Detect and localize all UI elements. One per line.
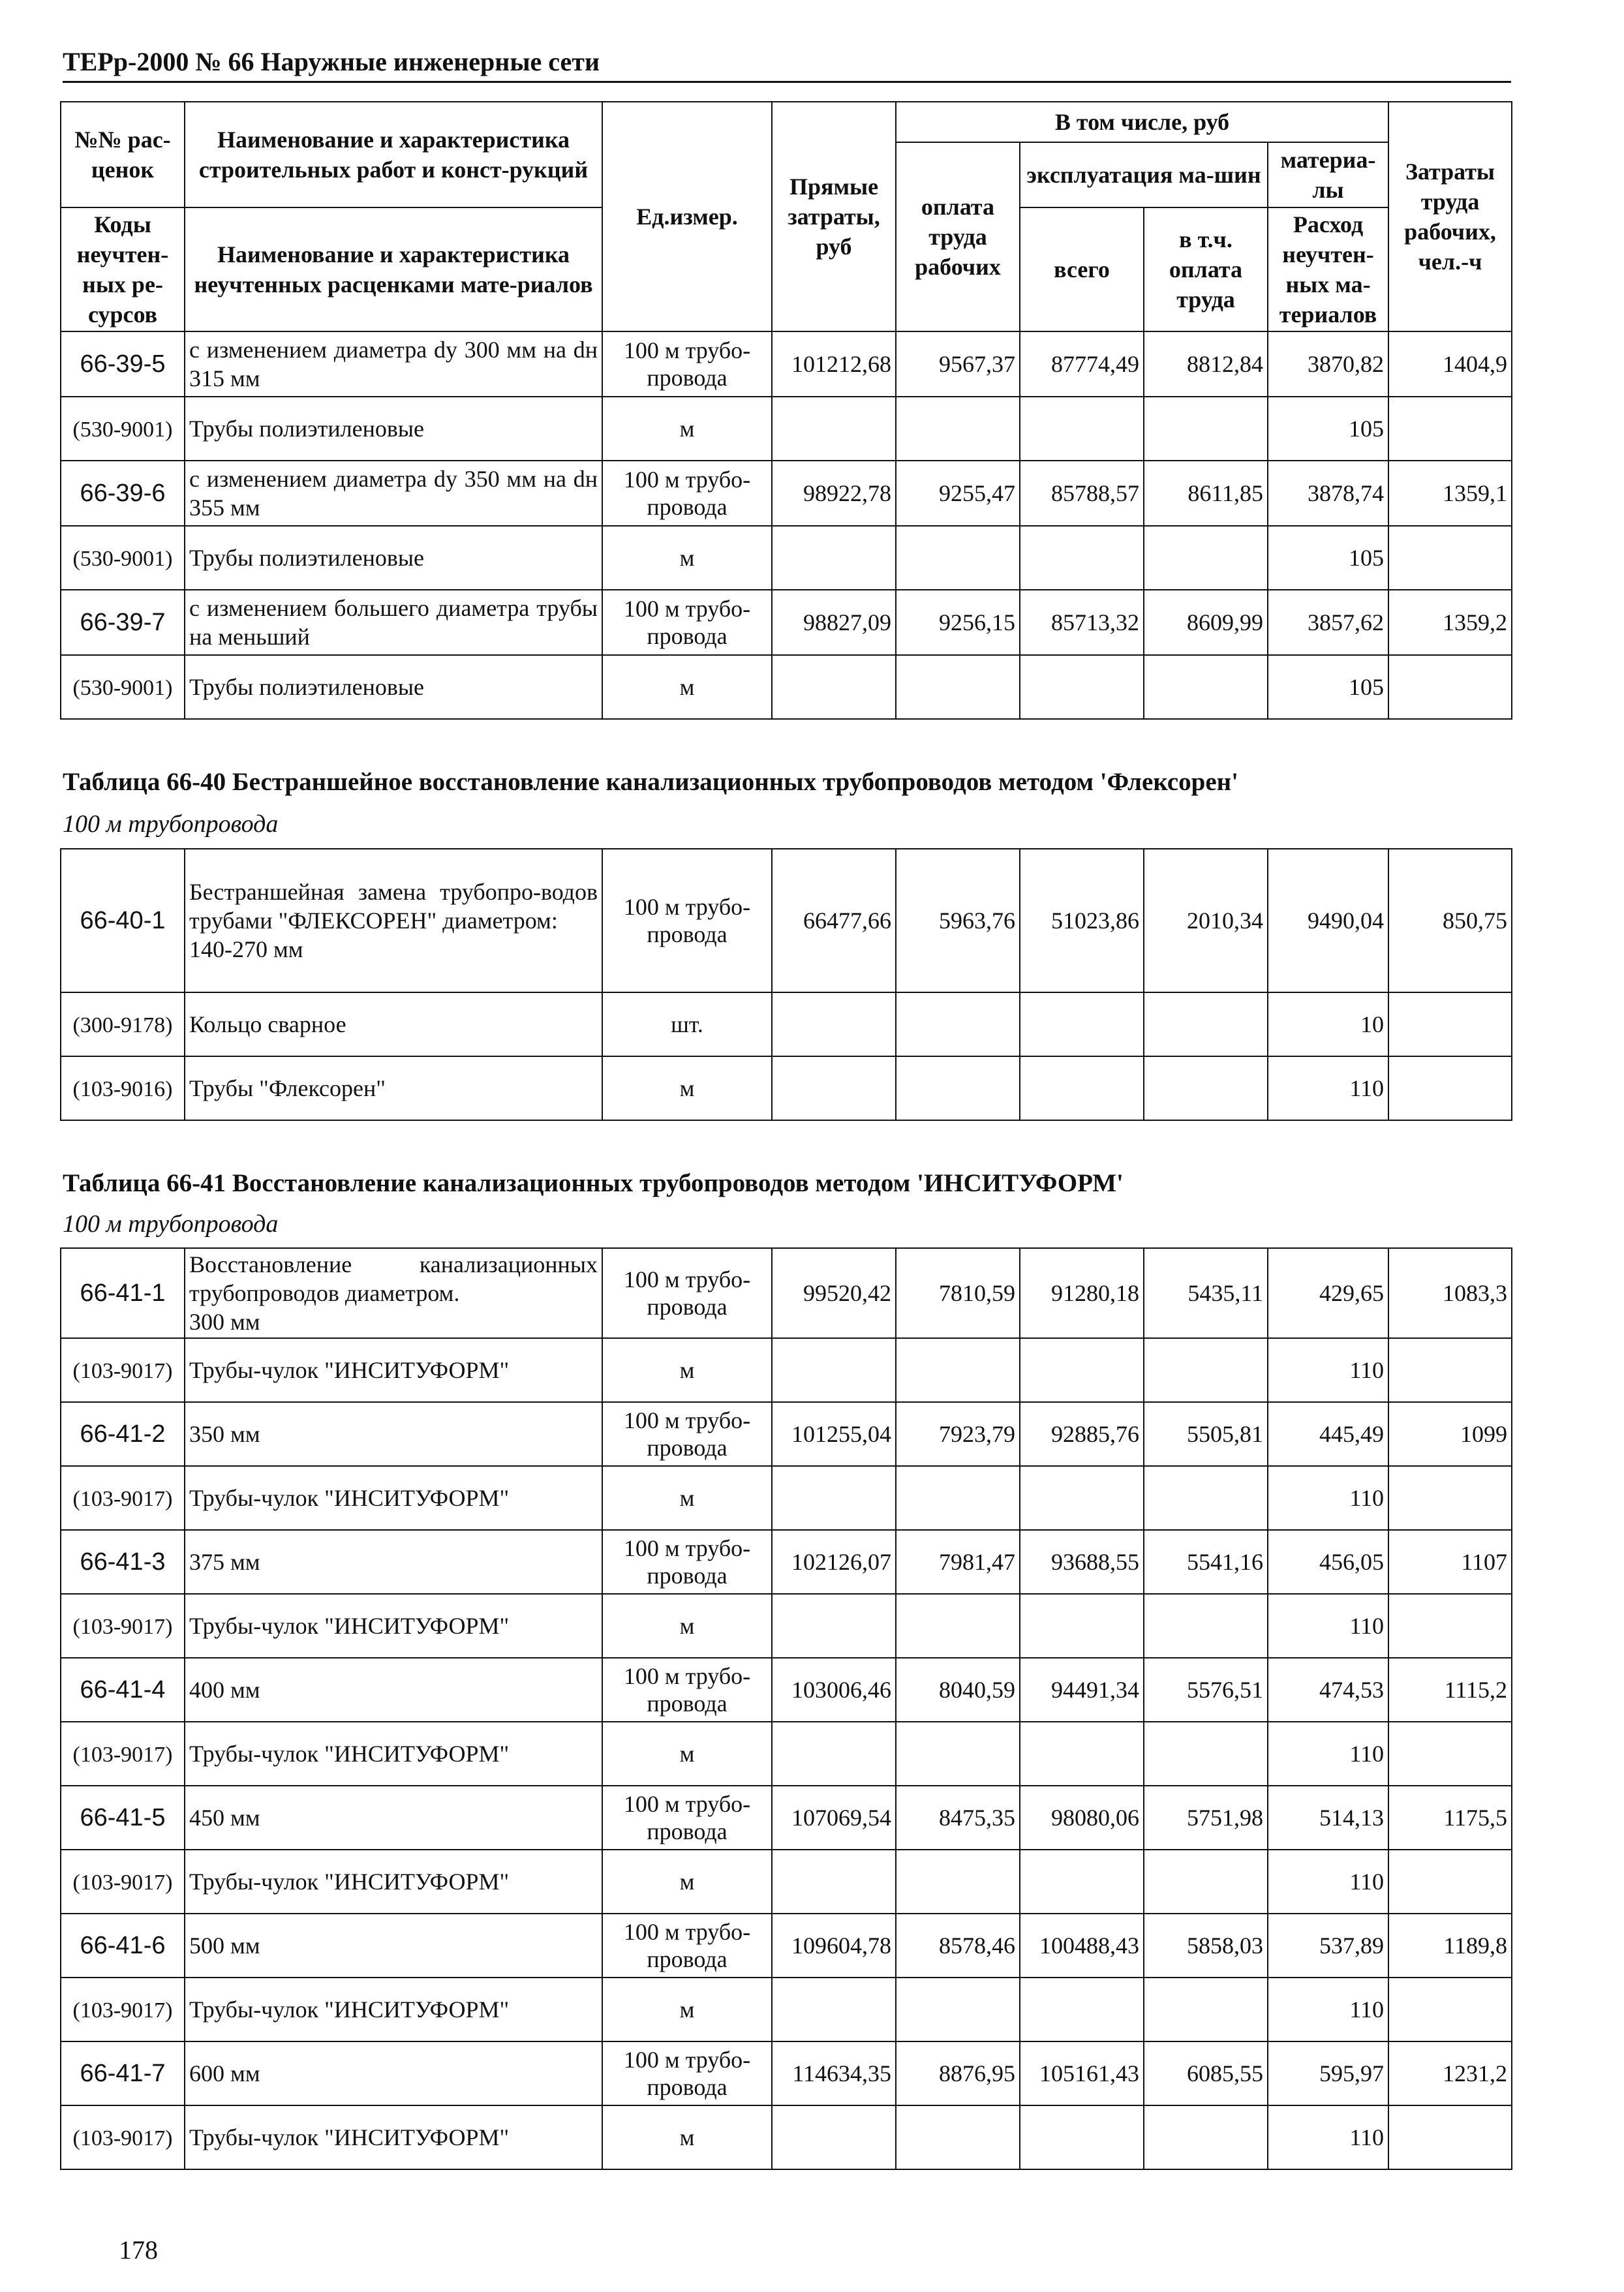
direct-costs: 102126,07 — [772, 1530, 896, 1594]
resource-unit: м — [602, 2105, 772, 2169]
resource-name: Трубы полиэтиленовые — [185, 526, 602, 590]
unit: 100 м трубо-провода — [602, 331, 772, 397]
resource-name: Трубы-чулок "ИНСИТУФОРМ" — [185, 1850, 602, 1914]
labor-pay: 8475,35 — [896, 1786, 1020, 1850]
table-66-40-unit-note: 100 м трубопровода — [63, 810, 279, 838]
unit: 100 м трубо-провода — [602, 1402, 772, 1466]
header-resource-codes: Коды неучтен-ных ре-сурсов — [61, 207, 185, 331]
machines-total: 87774,49 — [1020, 331, 1144, 397]
machines-total: 91280,18 — [1020, 1248, 1144, 1338]
materials: 445,49 — [1268, 1402, 1388, 1466]
machines-total: 98080,06 — [1020, 1786, 1144, 1850]
unit: 100 м трубо-провода — [602, 1914, 772, 1978]
header-direct-costs: Прямые затраты, руб — [772, 102, 896, 331]
labor-costs: 1099 — [1388, 1402, 1512, 1466]
page-number: 178 — [119, 2235, 158, 2265]
resource-name: Трубы-чулок "ИНСИТУФОРМ" — [185, 1594, 602, 1658]
labor-pay: 7810,59 — [896, 1248, 1020, 1338]
rate-code: 66-39-5 — [61, 331, 185, 397]
labor-costs: 1115,2 — [1388, 1658, 1512, 1722]
labor-costs: 1107 — [1388, 1530, 1512, 1594]
rate-code: 66-41-2 — [61, 1402, 185, 1466]
unit: 100 м трубо-провода — [602, 1658, 772, 1722]
resource-unit: м — [602, 1978, 772, 2041]
resource-unit: м — [602, 397, 772, 461]
table-66-41-caption: Таблица 66-41 Восстановление канализационных трубопроводов методом 'ИНСИТУФОРМ' — [63, 1169, 1124, 1197]
materials: 429,65 — [1268, 1248, 1388, 1338]
labor-pay: 7981,47 — [896, 1530, 1020, 1594]
unit: 100 м трубо-провода — [602, 461, 772, 526]
resource-name: Трубы полиэтиленовые — [185, 397, 602, 461]
direct-costs: 107069,54 — [772, 1786, 896, 1850]
resource-unit: м — [602, 1056, 772, 1120]
table-66-41-unit-note: 100 м трубопровода — [63, 1210, 279, 1238]
machines-labor: 8611,85 — [1144, 461, 1268, 526]
resource-code: (530-9001) — [61, 397, 185, 461]
header-material-name: Наименование и характеристика неучтенных расценками мате-риалов — [185, 207, 602, 331]
labor-costs: 1359,2 — [1388, 590, 1512, 655]
machines-labor: 2010,34 — [1144, 849, 1268, 992]
unit: 100 м трубо-провода — [602, 1530, 772, 1594]
resource-quantity: 105 — [1268, 397, 1388, 461]
rate-code: 66-41-5 — [61, 1786, 185, 1850]
rate-code: 66-41-6 — [61, 1914, 185, 1978]
resource-code: (103-9017) — [61, 1978, 185, 2041]
machines-labor: 5576,51 — [1144, 1658, 1268, 1722]
resource-unit: м — [602, 1594, 772, 1658]
resource-code: (103-9017) — [61, 1722, 185, 1786]
resource-quantity: 110 — [1268, 1722, 1388, 1786]
machines-total: 93688,55 — [1020, 1530, 1144, 1594]
work-name-line: 140-270 мм — [189, 936, 303, 962]
resource-name: Трубы "Флексорен" — [185, 1056, 602, 1120]
materials: 3857,62 — [1268, 590, 1388, 655]
work-name: 350 мм — [185, 1402, 602, 1466]
work-name-line: 300 мм — [189, 1309, 260, 1335]
labor-pay: 7923,79 — [896, 1402, 1020, 1466]
resource-quantity: 10 — [1268, 992, 1388, 1056]
work-name — [185, 849, 602, 992]
direct-costs: 99520,42 — [772, 1248, 896, 1338]
unit: 100 м трубо-провода — [602, 590, 772, 655]
labor-pay: 8876,95 — [896, 2041, 1020, 2105]
direct-costs: 101255,04 — [772, 1402, 896, 1466]
work-name: 600 мм — [185, 2041, 602, 2105]
resource-unit: м — [602, 1722, 772, 1786]
direct-costs: 114634,35 — [772, 2041, 896, 2105]
resource-code: (300-9178) — [61, 992, 185, 1056]
labor-costs: 1359,1 — [1388, 461, 1512, 526]
materials: 474,53 — [1268, 1658, 1388, 1722]
materials: 537,89 — [1268, 1914, 1388, 1978]
work-name: 500 мм — [185, 1914, 602, 1978]
labor-pay: 9256,15 — [896, 590, 1020, 655]
resource-quantity: 110 — [1268, 1850, 1388, 1914]
resource-quantity: 110 — [1268, 1594, 1388, 1658]
header-work-name: Наименование и характеристика строительных работ и конст-рукций — [185, 102, 602, 207]
resource-code: (103-9017) — [61, 1594, 185, 1658]
header-materials: материа-лы — [1268, 142, 1388, 207]
resource-unit: м — [602, 526, 772, 590]
resource-unit: шт. — [602, 992, 772, 1056]
labor-costs: 850,75 — [1388, 849, 1512, 992]
materials: 514,13 — [1268, 1786, 1388, 1850]
materials: 3878,74 — [1268, 461, 1388, 526]
labor-pay: 9567,37 — [896, 331, 1020, 397]
rates-table-66-40 — [60, 848, 1512, 1121]
machines-total: 94491,34 — [1020, 1658, 1144, 1722]
work-name-line: Восстановление канализационных трубопроводов диаметром. — [189, 1251, 598, 1306]
direct-costs: 109604,78 — [772, 1914, 896, 1978]
machines-labor: 6085,55 — [1144, 2041, 1268, 2105]
machines-labor: 5751,98 — [1144, 1786, 1268, 1850]
resource-code: (103-9017) — [61, 1466, 185, 1530]
resource-name: Трубы полиэтиленовые — [185, 655, 602, 719]
labor-pay: 8040,59 — [896, 1658, 1020, 1722]
header-labor-pay: оплата труда рабочих — [896, 142, 1020, 331]
resource-name: Трубы-чулок "ИНСИТУФОРМ" — [185, 1978, 602, 2041]
machines-total: 100488,43 — [1020, 1914, 1144, 1978]
work-name: 375 мм — [185, 1530, 602, 1594]
header-machines-labor: в т.ч. оплата труда — [1144, 207, 1268, 331]
rates-table-66-39 — [60, 101, 1512, 720]
resource-quantity: 105 — [1268, 526, 1388, 590]
page-header: ТЕРр-2000 № 66 Наружные инженерные сети — [63, 46, 1511, 83]
work-name: с изменением диаметра dy 300 мм на dн 315 мм — [185, 331, 602, 397]
machines-labor: 5858,03 — [1144, 1914, 1268, 1978]
resource-quantity: 110 — [1268, 1338, 1388, 1402]
rate-code: 66-41-4 — [61, 1658, 185, 1722]
work-name: 400 мм — [185, 1658, 602, 1722]
resource-quantity: 110 — [1268, 2105, 1388, 2169]
resource-code: (530-9001) — [61, 526, 185, 590]
machines-labor: 8812,84 — [1144, 331, 1268, 397]
rates-table-66-41 — [60, 1247, 1512, 2170]
labor-pay: 9255,47 — [896, 461, 1020, 526]
machines-total: 51023,86 — [1020, 849, 1144, 992]
work-name-line: Бестраншейная замена трубопро-водов трубами "ФЛЕКСОРЕН" диаметром: — [189, 879, 598, 934]
resource-name: Трубы-чулок "ИНСИТУФОРМ" — [185, 1338, 602, 1402]
resource-code: (530-9001) — [61, 655, 185, 719]
rate-code: 66-41-7 — [61, 2041, 185, 2105]
rate-code: 66-41-1 — [61, 1248, 185, 1338]
direct-costs: 98827,09 — [772, 590, 896, 655]
header-rate-number: №№ рас-ценок — [61, 102, 185, 207]
resource-quantity: 110 — [1268, 1056, 1388, 1120]
resource-name: Кольцо сварное — [185, 992, 602, 1056]
machines-labor: 5435,11 — [1144, 1248, 1268, 1338]
direct-costs: 103006,46 — [772, 1658, 896, 1722]
resource-name: Трубы-чулок "ИНСИТУФОРМ" — [185, 1722, 602, 1786]
resource-unit: м — [602, 1338, 772, 1402]
work-name: 450 мм — [185, 1786, 602, 1850]
machines-labor: 5505,81 — [1144, 1402, 1268, 1466]
direct-costs: 101212,68 — [772, 331, 896, 397]
unit: 100 м трубо-провода — [602, 849, 772, 992]
labor-pay: 8578,46 — [896, 1914, 1020, 1978]
resource-name: Трубы-чулок "ИНСИТУФОРМ" — [185, 2105, 602, 2169]
materials: 595,97 — [1268, 2041, 1388, 2105]
direct-costs: 66477,66 — [772, 849, 896, 992]
resource-quantity: 110 — [1268, 1466, 1388, 1530]
machines-labor: 8609,99 — [1144, 590, 1268, 655]
machines-total: 85788,57 — [1020, 461, 1144, 526]
work-name — [185, 1248, 602, 1338]
header-labor-costs: Затраты труда рабочих, чел.-ч — [1388, 102, 1512, 331]
resource-unit: м — [602, 1850, 772, 1914]
work-name: с изменением диаметра dy 350 мм на dн 355 мм — [185, 461, 602, 526]
rate-code: 66-41-3 — [61, 1530, 185, 1594]
resource-code: (103-9017) — [61, 1338, 185, 1402]
resource-code: (103-9017) — [61, 2105, 185, 2169]
direct-costs: 98922,78 — [772, 461, 896, 526]
unit: 100 м трубо-провода — [602, 2041, 772, 2105]
machines-total: 92885,76 — [1020, 1402, 1144, 1466]
work-name: с изменением большего диаметра трубы на меньший — [185, 590, 602, 655]
materials: 3870,82 — [1268, 331, 1388, 397]
resource-quantity: 110 — [1268, 1978, 1388, 2041]
labor-costs: 1404,9 — [1388, 331, 1512, 397]
labor-costs: 1175,5 — [1388, 1786, 1512, 1850]
machines-total: 105161,43 — [1020, 2041, 1144, 2105]
table-66-40-caption: Таблица 66-40 Бестраншейное восстановление канализационных трубопроводов методом 'Флексорен' — [63, 768, 1238, 796]
unit: 100 м трубо-провода — [602, 1248, 772, 1338]
labor-pay: 5963,76 — [896, 849, 1020, 992]
resource-name: Трубы-чулок "ИНСИТУФОРМ" — [185, 1466, 602, 1530]
resource-unit: м — [602, 655, 772, 719]
header-including: В том числе, руб — [896, 102, 1388, 142]
resource-code: (103-9016) — [61, 1056, 185, 1120]
resource-quantity: 105 — [1268, 655, 1388, 719]
resource-unit: м — [602, 1466, 772, 1530]
rate-code: 66-39-6 — [61, 461, 185, 526]
labor-costs: 1231,2 — [1388, 2041, 1512, 2105]
labor-costs: 1189,8 — [1388, 1914, 1512, 1978]
resource-code: (103-9017) — [61, 1850, 185, 1914]
materials: 9490,04 — [1268, 849, 1388, 992]
header-machines: эксплуатация ма-шин — [1020, 142, 1268, 207]
labor-costs: 1083,3 — [1388, 1248, 1512, 1338]
header-materials-consumption: Расход неучтен-ных ма-териалов — [1268, 207, 1388, 331]
machines-total: 85713,32 — [1020, 590, 1144, 655]
materials: 456,05 — [1268, 1530, 1388, 1594]
header-unit: Ед.измер. — [602, 102, 772, 331]
unit: 100 м трубо-провода — [602, 1786, 772, 1850]
header-machines-total: всего — [1020, 207, 1144, 331]
machines-labor: 5541,16 — [1144, 1530, 1268, 1594]
rate-code: 66-40-1 — [61, 849, 185, 992]
rate-code: 66-39-7 — [61, 590, 185, 655]
